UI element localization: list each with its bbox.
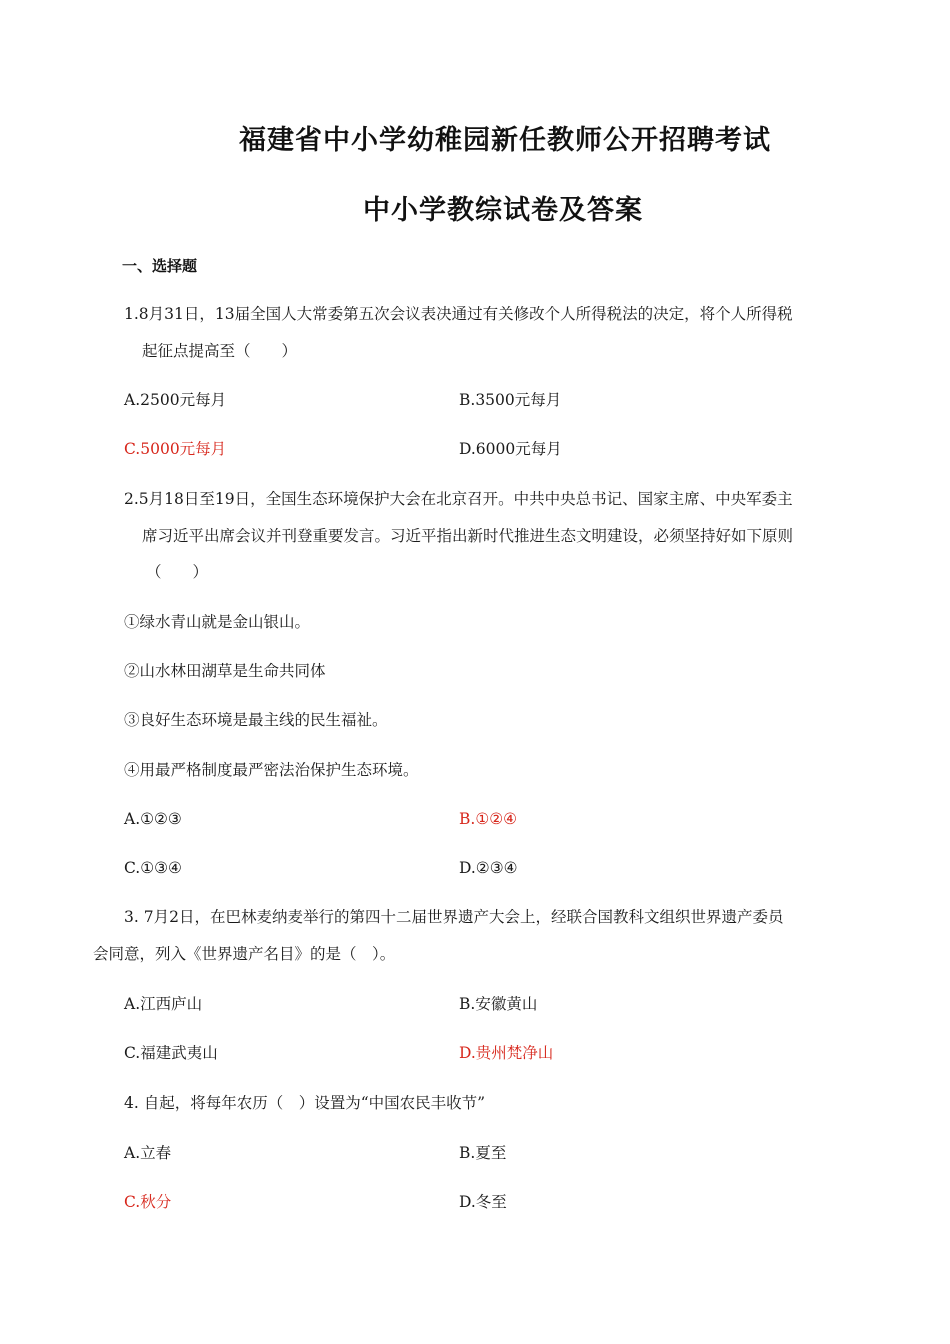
question-2-option-c: C.①③④ [124,859,182,877]
question-3-option-b: B.安徽黄山 [459,995,538,1013]
question-2-statement-3: ③良好生态环境是最主线的民生福祉。 [124,711,388,729]
question-4-option-b: B.夏至 [459,1144,507,1162]
question-1-option-a: A.2500元每月 [124,391,227,409]
question-3-option-a: A.江西庐山 [124,995,203,1013]
question-4-stem: 4. 自起，将每年农历（ ）设置为“中国农民丰收节” [124,1094,486,1112]
question-2-stem-continued: 席习近平出席会议并刊登重要发言。习近平指出新时代推进生态文明建设，必须坚持好如下原则 [142,527,794,545]
section-heading: 一、选择题 [122,257,198,275]
document-title: 福建省中小学幼稚园新任教师公开招聘考试 [239,125,771,156]
question-2-option-b-answer: B.①②④ [459,810,518,828]
question-2-statement-2: ②山水林田湖草是生命共同体 [124,662,326,680]
question-4-option-a: A.立春 [124,1144,172,1162]
question-2-option-a: A.①②③ [124,810,182,828]
question-1-stem: 1.8月31日，13届全国人大常委第五次会议表决通过有关修改个人所得税法的决定，将个人所得税 [124,305,793,323]
question-1-option-c-answer: C.5000元每月 [124,440,227,458]
question-4-option-c-answer: C.秋分 [124,1193,172,1211]
question-1-option-b: B.3500元每月 [459,391,562,409]
question-1-stem-continued: 起征点提高至（ ） [142,342,298,360]
question-2-option-d: D.②③④ [459,859,518,877]
document-subtitle: 中小学教综试卷及答案 [363,195,643,226]
question-3-stem-continued: 会同意，列入《世界遗产名目》的是（ ）。 [93,945,396,963]
question-3-stem: 3. 7月2日，在巴林麦纳麦举行的第四十二届世界遗产大会上，经联合国教科文组织世界遗产委员 [124,908,784,926]
question-2-stem: 2.5月18日至19日，全国生态环境保护大会在北京召开。中共中央总书记、国家主席、中央军委主 [124,490,793,508]
question-2-stem-blank: （ ） [146,563,209,581]
question-2-statement-4: ④用最严格制度最严密法治保护生态环境。 [124,761,419,779]
question-4-option-d: D.冬至 [459,1193,507,1211]
question-3-option-c: C.福建武夷山 [124,1044,218,1062]
question-2-statement-1: ①绿水青山就是金山银山。 [124,613,311,631]
question-1-option-d: D.6000元每月 [459,440,562,458]
question-3-option-d-answer: D.贵州梵净山 [459,1044,554,1062]
